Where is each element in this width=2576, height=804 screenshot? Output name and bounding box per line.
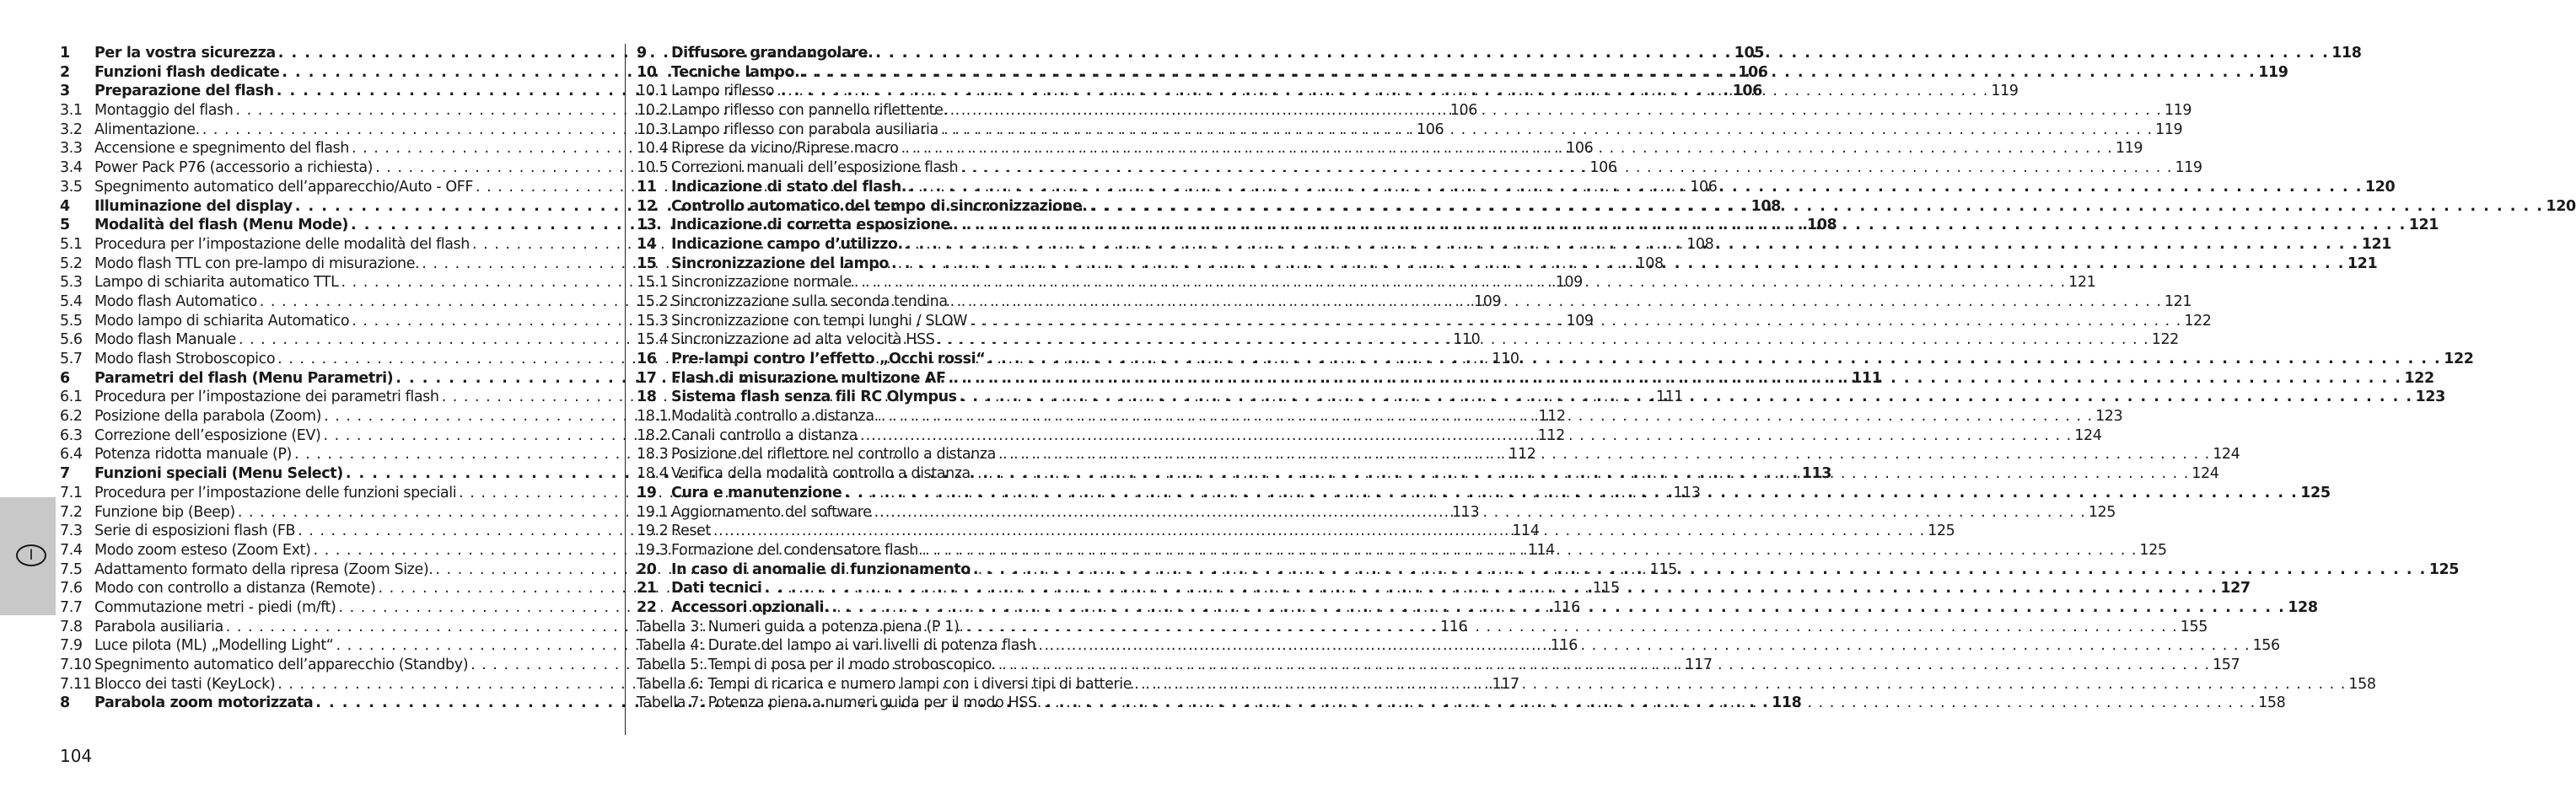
toc-entry-page: 112 bbox=[1508, 446, 1536, 464]
toc-entry-number: 7.9 bbox=[60, 637, 83, 655]
toc-dot-leader bbox=[764, 579, 2218, 598]
toc-entry-number: 9 bbox=[637, 45, 647, 62]
toc-dot-leader bbox=[1090, 197, 2544, 217]
toc-entry-page: 118 bbox=[1772, 694, 1802, 712]
toc-entry-title: Preparazione del flash bbox=[94, 83, 274, 100]
toc-entry-number: 15.3 bbox=[637, 312, 669, 330]
toc-entry-title: Procedura per l’impostazione delle funzioni speciali bbox=[94, 484, 457, 501]
toc-entry-number: 7.8 bbox=[60, 618, 83, 635]
column-divider bbox=[625, 44, 626, 735]
toc-entry-title: Posizione della parabola (Zoom) bbox=[94, 408, 322, 426]
toc-entry-title: Tabella 4: Durate del lampo ai vari livelli di potenza flash bbox=[637, 637, 1036, 655]
toc-entry-page: 106 bbox=[1449, 102, 1477, 120]
toc-entry-page: 109 bbox=[1555, 274, 1583, 292]
toc-entry-page: 111 bbox=[1852, 369, 1882, 387]
toc-entry-page: 119 bbox=[1991, 83, 2019, 100]
toc-dot-leader bbox=[953, 216, 2407, 235]
toc-entry-page: 119 bbox=[2155, 121, 2183, 138]
page-number: 104 bbox=[60, 746, 93, 766]
toc-entry-title: Modo zoom esteso (Zoom Ext) bbox=[94, 541, 311, 559]
toc-entry-page: 125 bbox=[2300, 484, 2331, 501]
toc-entry-title: Accessori opzionali. bbox=[671, 598, 830, 616]
toc-dot-leader bbox=[802, 63, 2256, 83]
toc-entry-title: Tabella 5: Tempi di posa per il modo stroboscopico. bbox=[637, 657, 996, 673]
toc-dot-leader bbox=[901, 139, 2113, 158]
toc-entry-number: 7.11 bbox=[60, 675, 92, 693]
toc-entry-title: Funzioni speciali (Menu Select) bbox=[94, 465, 343, 483]
toc-dot-leader bbox=[970, 312, 2181, 331]
toc-entry-page: 121 bbox=[2361, 235, 2392, 253]
toc-entry-number: 7.1 bbox=[60, 484, 83, 501]
toc-entry-number: 10 bbox=[637, 63, 657, 81]
toc-entry-title: Parametri del flash (Menu Parametri) bbox=[94, 369, 394, 387]
toc-entry-number: 7.3 bbox=[60, 523, 83, 540]
toc-entry-page: 121 bbox=[2164, 292, 2192, 310]
toc-dot-leader bbox=[874, 503, 2086, 523]
toc-entry-page: 106 bbox=[1738, 63, 1768, 81]
toc-dot-leader bbox=[941, 121, 2153, 140]
toc-entry-page: 125 bbox=[1928, 523, 1955, 540]
toc-entry-number: 10.2 bbox=[637, 102, 669, 120]
toc-entry-number: 15.2 bbox=[637, 292, 669, 310]
toc-entry-page: 116 bbox=[1440, 618, 1468, 635]
toc-dot-leader bbox=[909, 178, 2363, 197]
toc-entry-title: Potenza ridotta manuale (P) bbox=[94, 446, 292, 464]
toc-entry-number: 17 bbox=[637, 369, 657, 387]
toc-entry-page: 157 bbox=[2213, 657, 2240, 673]
toc-entry-number: 15.1 bbox=[637, 274, 669, 292]
toc-entry-page: 119 bbox=[2115, 140, 2143, 158]
toc-entry-page: 122 bbox=[2404, 369, 2434, 387]
toc-entry-title: Sincronizzazione normale bbox=[671, 274, 852, 292]
toc-entry-title: Formazione del condensatore flash. bbox=[671, 541, 923, 559]
toc-entry-title: Reset bbox=[671, 523, 711, 540]
language-badge-label: I bbox=[29, 547, 34, 564]
toc-entry-page: 119 bbox=[2175, 159, 2202, 177]
toc-entry-page: 115 bbox=[1592, 580, 1620, 598]
toc-entry-title: Spegnimento automatico dell’apparecchio/Auto - OFF bbox=[94, 178, 474, 196]
toc-entry-number: 4 bbox=[60, 197, 70, 215]
toc-entry-number: 5.3 bbox=[60, 274, 83, 292]
toc-dot-leader bbox=[844, 484, 2298, 503]
toc-entry-title: Diffusore grandangolare. bbox=[671, 45, 874, 62]
toc-entry-title: Indicazione di stato del flash. bbox=[671, 178, 907, 196]
toc-entry-title: Tecniche lampo. bbox=[671, 63, 800, 81]
toc-entry-title: Serie di esposizioni flash (FB bbox=[94, 523, 296, 540]
toc-entry-number: 22 bbox=[637, 598, 657, 616]
toc-entry-number: 6.3 bbox=[60, 426, 83, 444]
toc-dot-leader bbox=[854, 273, 2066, 292]
toc-entry-page: 158 bbox=[2258, 694, 2286, 712]
toc-entry-page: 114 bbox=[1527, 541, 1555, 559]
toc-entry-number: 20 bbox=[637, 560, 657, 578]
toc-entry-title: Luce pilota (ML) „Modelling Light“ bbox=[94, 637, 334, 655]
toc-entry-number: 5.6 bbox=[60, 331, 83, 349]
toc-entry-number: 19 bbox=[637, 484, 657, 501]
toc-entry-page: 124 bbox=[2213, 446, 2240, 464]
toc-entry-title: Sistema flash senza fili RC Olympus bbox=[671, 389, 957, 406]
toc-entry-number: 21 bbox=[637, 580, 657, 598]
toc-entry-title: Modo lampo di schiarita Automatico bbox=[94, 312, 350, 330]
toc-entry-number: 19.3 bbox=[637, 541, 669, 559]
toc-entry-page: 114 bbox=[1512, 523, 1540, 540]
toc-entry-number: 14 bbox=[637, 235, 657, 253]
toc-entry-page: 156 bbox=[2252, 637, 2280, 655]
toc-dot-leader bbox=[1044, 694, 2256, 713]
toc-dot-leader bbox=[1038, 636, 2250, 656]
toc-dot-leader bbox=[960, 158, 2172, 178]
toc-entry-number: 2 bbox=[60, 63, 70, 81]
toc-entry-page: 111 bbox=[1655, 389, 1684, 406]
toc-entry-number: 7.5 bbox=[60, 560, 83, 578]
toc-entry-page: 106 bbox=[1417, 121, 1444, 138]
toc-entry-title: Lampo riflesso con parabola ausiliaria bbox=[671, 121, 938, 138]
toc-entry-title: Canali controllo a distanza bbox=[671, 426, 858, 444]
toc-entry-page: 109 bbox=[1566, 312, 1594, 330]
toc-entry-title: Illuminazione del display bbox=[94, 197, 293, 215]
toc-entry-number: 10.1 bbox=[637, 83, 669, 100]
toc-entry-page: 121 bbox=[2408, 217, 2439, 234]
toc-entry-title: Sincronizzazione sulla seconda tendina bbox=[671, 292, 948, 310]
toc-entry-title: Tabella 6: Tempi di ricarica e numero lampi con i diversi tipi di batterie bbox=[637, 675, 1132, 693]
toc-entry-title: Tabella 3: Numeri guida a potenza piena (P 1). bbox=[637, 618, 964, 635]
toc-dot-leader bbox=[831, 598, 2285, 618]
toc-entry-page: 123 bbox=[2095, 408, 2123, 426]
toc-entry-number: 3 bbox=[60, 83, 70, 100]
toc-entry-page: 119 bbox=[2164, 102, 2192, 120]
toc-dot-leader bbox=[906, 235, 2359, 255]
toc-entry-title: Commutazione metri - piedi (m/ft) bbox=[94, 598, 336, 616]
toc-dot-leader bbox=[881, 407, 2093, 426]
toc-entry-page: 124 bbox=[2074, 426, 2102, 444]
toc-entry-number: 5 bbox=[60, 217, 70, 234]
toc-entry-title: In caso di anomalie di funzionamento bbox=[671, 560, 971, 578]
toc-entry-number: 8 bbox=[60, 694, 70, 712]
toc-entry-page: 117 bbox=[1492, 675, 1519, 693]
toc-entry-title: Modo flash Automatico bbox=[94, 292, 257, 310]
toc-entry-title: Accensione e spegnimento del flash bbox=[94, 140, 349, 158]
toc-entry-page: 121 bbox=[2068, 274, 2096, 292]
toc-entry-page: 122 bbox=[2184, 312, 2212, 330]
toc-entry-page: 116 bbox=[1552, 598, 1580, 616]
toc-entry-page: 112 bbox=[1538, 408, 1566, 426]
toc-entry-title: Posizione del riflettore nel controllo a distanza bbox=[671, 446, 996, 464]
toc-entry-number: 6.2 bbox=[60, 408, 83, 426]
toc-entry-number: 10.3 bbox=[637, 121, 669, 138]
toc-entry-title: Verifica della modalità controllo a distanza. bbox=[671, 465, 976, 483]
toc-entry-title: Modalità controllo a distanza. bbox=[671, 408, 879, 426]
toc-entry-page: 109 bbox=[1474, 292, 1502, 310]
toc-dot-leader bbox=[998, 445, 2210, 464]
toc-dot-leader bbox=[925, 541, 2137, 560]
toc-entry-page: 125 bbox=[2088, 503, 2116, 521]
toc-entry-number: 6.1 bbox=[60, 389, 83, 406]
toc-entry-title: Pre-lampi contro l’effetto „Occhi rossi“ bbox=[671, 351, 986, 367]
toc-dot-leader bbox=[973, 560, 2427, 580]
toc-entry-page: 110 bbox=[1492, 351, 1519, 367]
toc-entry-title: Aggiornamento del software bbox=[671, 503, 872, 521]
toc-entry-page: 116 bbox=[1550, 637, 1578, 655]
toc-entry-number: 3.5 bbox=[60, 178, 83, 196]
toc-entry-page: 118 bbox=[2331, 45, 2362, 62]
toc-entry-title: Correzione dell’esposizione (EV) bbox=[94, 426, 321, 444]
toc-entry-page: 124 bbox=[2191, 465, 2219, 483]
toc-entry-number: 7.2 bbox=[60, 503, 83, 521]
toc-entry-number: 16 bbox=[637, 351, 657, 367]
toc-entry-title: Procedura per l’impostazione delle modalità del flash bbox=[94, 235, 470, 253]
toc-dot-leader bbox=[987, 350, 2441, 369]
toc-entry-page: 121 bbox=[2347, 255, 2378, 272]
toc-entry-title: Procedura per l’impostazione dei parametri flash bbox=[94, 389, 439, 406]
toc-entry-title: Dati tecnici bbox=[671, 580, 762, 598]
toc-entry-page: 106 bbox=[1690, 178, 1718, 196]
toc-entry-title: Alimentazione. bbox=[94, 121, 200, 138]
toc-entry-title: Indicazione di corretta esposizione bbox=[671, 217, 950, 234]
toc-entry-title: Modalità del flash (Menu Mode) bbox=[94, 217, 349, 234]
toc-entry-title: Funzioni flash dedicate bbox=[94, 63, 280, 81]
toc-dot-leader bbox=[937, 330, 2148, 350]
toc-entry-page: 125 bbox=[2428, 560, 2460, 578]
toc-entry-number: 18.4 bbox=[637, 465, 669, 483]
toc-entry-page: 106 bbox=[1589, 159, 1617, 177]
toc-entry-number: 3.1 bbox=[60, 102, 83, 120]
toc-entry-page: 115 bbox=[1649, 560, 1677, 578]
toc-entry-number: 11 bbox=[637, 178, 657, 196]
toc-entry-number: 6 bbox=[60, 369, 70, 387]
toc-dot-leader bbox=[875, 44, 2329, 63]
toc-entry-page: 110 bbox=[1453, 331, 1481, 349]
toc-entry-title: Funzione bip (Beep) bbox=[94, 503, 235, 521]
toc-dot-leader bbox=[949, 369, 2402, 389]
toc-entry-page: 122 bbox=[2444, 351, 2474, 367]
toc-entry-page: 106 bbox=[1732, 83, 1762, 100]
toc-entry-title: Lampo di schiarita automatico TTL bbox=[94, 274, 339, 292]
toc-entry-title: Power Pack P76 (accessorio a richiesta) bbox=[94, 159, 374, 177]
toc-entry-title: Lampo riflesso bbox=[671, 83, 775, 100]
toc-dot-leader bbox=[950, 292, 2162, 312]
toc-entry-page: 125 bbox=[2139, 541, 2167, 559]
toc-entry-page: 155 bbox=[2180, 618, 2208, 635]
toc-entry-title: Riprese da vicino/Riprese macro bbox=[671, 140, 899, 158]
toc-entry-page: 117 bbox=[1685, 657, 1713, 673]
toc-entry-number: 18.1 bbox=[637, 408, 669, 426]
toc-entry-title: Modo flash Manuale bbox=[94, 331, 236, 349]
toc-entry-title: Modo con controllo a distanza (Remote) bbox=[94, 580, 376, 598]
toc-dot-leader bbox=[966, 618, 2178, 637]
toc-entry-page: 106 bbox=[1566, 140, 1594, 158]
toc-entry-page: 113 bbox=[1801, 465, 1832, 483]
toc-entry-number: 10.4 bbox=[637, 140, 669, 158]
toc-entry-page: 108 bbox=[1636, 255, 1664, 272]
toc-entry-number: 7.10 bbox=[60, 657, 92, 673]
toc-dot-leader bbox=[777, 82, 1988, 101]
toc-entry-title: Spegnimento automatico dell’apparecchio (Standby) bbox=[94, 657, 469, 673]
toc-entry-number: 3.4 bbox=[60, 159, 83, 177]
toc-entry-number: 18.3 bbox=[637, 446, 669, 464]
toc-entry-title: Correzioni manuali dell’esposizione flash bbox=[671, 159, 959, 177]
toc-entry-page: 113 bbox=[1452, 503, 1480, 521]
toc-entry-title: Indicazione campo d’utilizzo. bbox=[671, 235, 903, 253]
toc-entry-number: 5.1 bbox=[60, 235, 83, 253]
toc-dot-leader bbox=[891, 255, 2345, 274]
toc-entry-number: 7.7 bbox=[60, 598, 83, 616]
toc-dot-leader bbox=[1134, 675, 2346, 694]
toc-entry-title: Tabella 7: Potenza piena a numeri guida per il modo HSS. bbox=[637, 694, 1041, 712]
toc-entry-title: Adattamento formato della ripresa (Zoom Size). bbox=[94, 560, 433, 578]
toc-entry-title: Parabola ausiliaria bbox=[94, 618, 223, 635]
toc-entry-title: Montaggio del flash bbox=[94, 102, 234, 120]
toc-entry-number: 6.4 bbox=[60, 446, 83, 464]
toc-entry-page: 112 bbox=[1537, 426, 1565, 444]
toc-entry-title: Cura e manutenzione bbox=[671, 484, 842, 501]
toc-entry-page: 128 bbox=[2288, 598, 2318, 616]
toc-entry-title: Flash di misurazione multizone AF bbox=[671, 369, 946, 387]
toc-entry-number: 10.5 bbox=[637, 159, 669, 177]
toc-entry-number: 18.2 bbox=[637, 426, 669, 444]
toc-entry-page: 120 bbox=[2546, 197, 2576, 215]
toc-entry-page: 108 bbox=[1806, 217, 1837, 234]
toc-entry-title: Lampo riflesso con pannello riflettente. bbox=[671, 102, 948, 120]
toc-entry-title: Blocco dei tasti (KeyLock) bbox=[94, 675, 276, 693]
toc-entry-page: 123 bbox=[2415, 389, 2445, 406]
toc-entry-number: 3.2 bbox=[60, 121, 83, 138]
toc-entry-number: 5.5 bbox=[60, 312, 83, 330]
language-badge bbox=[16, 544, 46, 566]
toc-dot-leader bbox=[977, 464, 2189, 484]
toc-entry-page: 127 bbox=[2220, 580, 2251, 598]
toc-entry-title: Sincronizzazione del lampo bbox=[671, 255, 890, 272]
toc-entry-number: 5.2 bbox=[60, 255, 83, 272]
toc-entry-number: 13 bbox=[637, 217, 657, 234]
toc-entry-page: 119 bbox=[2258, 63, 2288, 81]
toc-entry-number: 12 bbox=[637, 197, 657, 215]
toc-entry-page: 108 bbox=[1750, 197, 1781, 215]
toc-entry-number: 1 bbox=[60, 45, 70, 62]
toc-entry-number: 3.3 bbox=[60, 140, 83, 158]
toc-entry-page: 122 bbox=[2151, 331, 2179, 349]
toc-entry-number: 19.2 bbox=[637, 523, 669, 540]
toc-entry-number: 19.1 bbox=[637, 503, 669, 521]
toc-dot-leader bbox=[960, 388, 2413, 407]
toc-entry-title: Modo flash TTL con pre-lampo di misurazione. bbox=[94, 255, 420, 272]
toc-entry-number: 7 bbox=[60, 465, 70, 483]
toc-entry-number: 15 bbox=[637, 255, 657, 272]
toc-entry-page: 120 bbox=[2364, 178, 2396, 196]
toc-entry-number: 7.6 bbox=[60, 580, 83, 598]
toc-dot-leader bbox=[713, 522, 1925, 541]
toc-entry-title: Parabola zoom motorizzata bbox=[94, 694, 314, 712]
toc-entry-title: Modo flash Stroboscopico bbox=[94, 351, 276, 367]
toc-entry-number: 7.4 bbox=[60, 541, 83, 559]
toc-entry-page: 105 bbox=[1734, 45, 1765, 62]
toc-dot-leader bbox=[950, 101, 2162, 121]
toc-entry-page: 108 bbox=[1686, 235, 1714, 253]
toc-entry-page: 158 bbox=[2348, 675, 2376, 693]
toc-entry-title: Per la vostra sicurezza bbox=[94, 45, 276, 62]
toc-entry-number: 18 bbox=[637, 389, 657, 406]
toc-entry-number: 15.4 bbox=[637, 331, 669, 349]
toc-entry-title: Controllo automatico del tempo di sincronizzazione. bbox=[671, 197, 1088, 215]
toc-entry-title: Sincronizzazione con tempi lunghi / SLOW bbox=[671, 312, 968, 330]
toc-entry-number: 5.4 bbox=[60, 292, 83, 310]
toc-dot-leader bbox=[860, 426, 2072, 446]
toc-entry-page: 113 bbox=[1673, 484, 1701, 501]
toc-entry-title: Sincronizzazione ad alta velocità HSS bbox=[671, 331, 935, 349]
toc-dot-leader bbox=[998, 656, 2210, 675]
toc-entry-number: 5.7 bbox=[60, 351, 83, 367]
